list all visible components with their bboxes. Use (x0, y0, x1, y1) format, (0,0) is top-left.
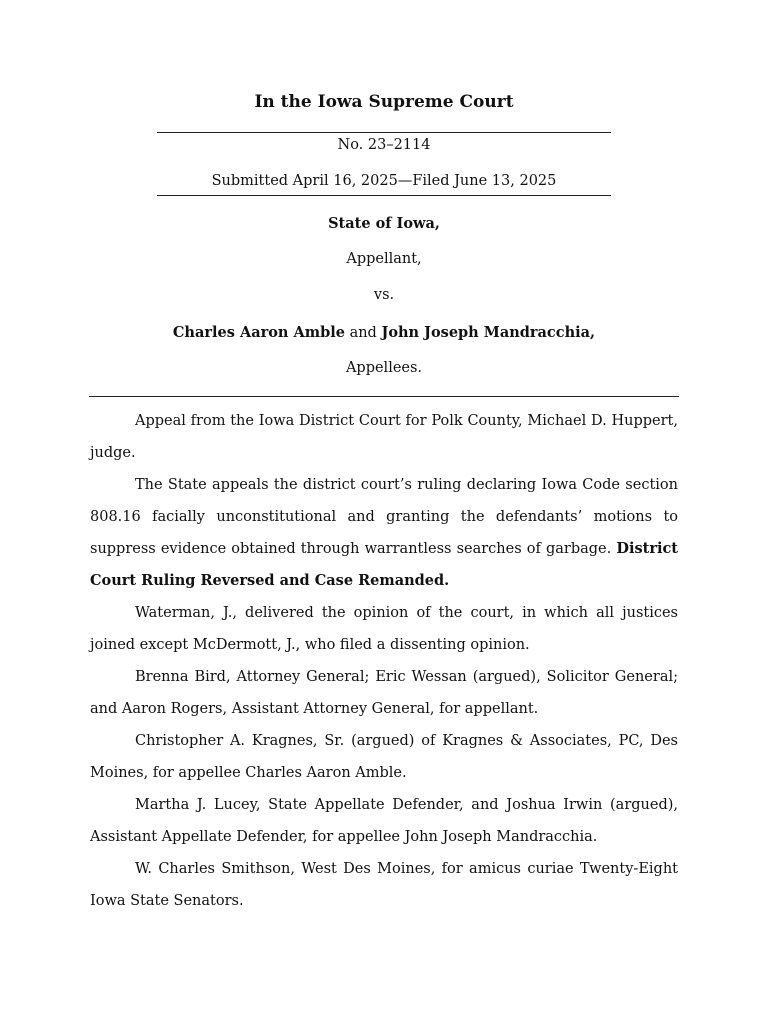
appellee-amble-name: Charles Aaron Amble (172, 324, 345, 341)
versus-label: vs. (373, 287, 395, 303)
summary-paragraph (90, 469, 678, 597)
disposition-text: District Court Ruling Reversed and Case Remanded. (90, 540, 678, 589)
case-number: No. 23–2114 (337, 137, 431, 153)
header-rule-bottom (157, 195, 611, 196)
court-title: In the Iowa Supreme Court (254, 92, 514, 112)
opinion-paragraph: Waterman, J., delivered the opinion of the court, in which all justices joined except McDermott, J., who filed a dissenting opinion. (90, 605, 678, 653)
appellee-mandracchia-name: John Joseph Mandracchia, (381, 324, 596, 341)
appellee-role: Appellees. (345, 360, 423, 376)
header-rule-top (157, 132, 611, 133)
caption-divider (89, 396, 679, 397)
counsel-amble-paragraph: Christopher A. Kragnes, Sr. (argued) of Kragnes & Associates, PC, Des Moines, for appellee Charles Aaron Amble. (90, 733, 678, 781)
amicus-paragraph: W. Charles Smithson, West Des Moines, for amicus curiae Twenty-Eight Iowa State Senators. (90, 861, 678, 909)
document-body (90, 405, 678, 917)
submission-dates: Submitted April 16, 2025—Filed June 13, 2025 (211, 173, 557, 189)
appellees-line (0, 324, 768, 341)
appellant-role: Appellant, (346, 251, 422, 267)
counsel-mandracchia-paragraph: Martha J. Lucey, State Appellate Defender, and Joshua Irwin (argued), Assistant Appellate Defender, for appellee John Joseph Mandracchia. (90, 797, 678, 845)
counsel-appellant-paragraph: Brenna Bird, Attorney General; Eric Wessan (argued), Solicitor General; and Aaron Rogers, Assistant Attorney General, for appellant. (90, 669, 678, 717)
appellant-name: State of Iowa, (328, 215, 440, 232)
appellee-conjunction: and (344, 325, 382, 341)
appeal-from-paragraph: Appeal from the Iowa District Court for Polk County, Michael D. Huppert, judge. (90, 413, 678, 461)
summary-text: The State appeals the district court’s ruling declaring Iowa Code section 808.16 facially unconstitutional and granting the defendants’ motions to suppress evidence obtained through warrantless searches of garbage. (90, 477, 678, 557)
